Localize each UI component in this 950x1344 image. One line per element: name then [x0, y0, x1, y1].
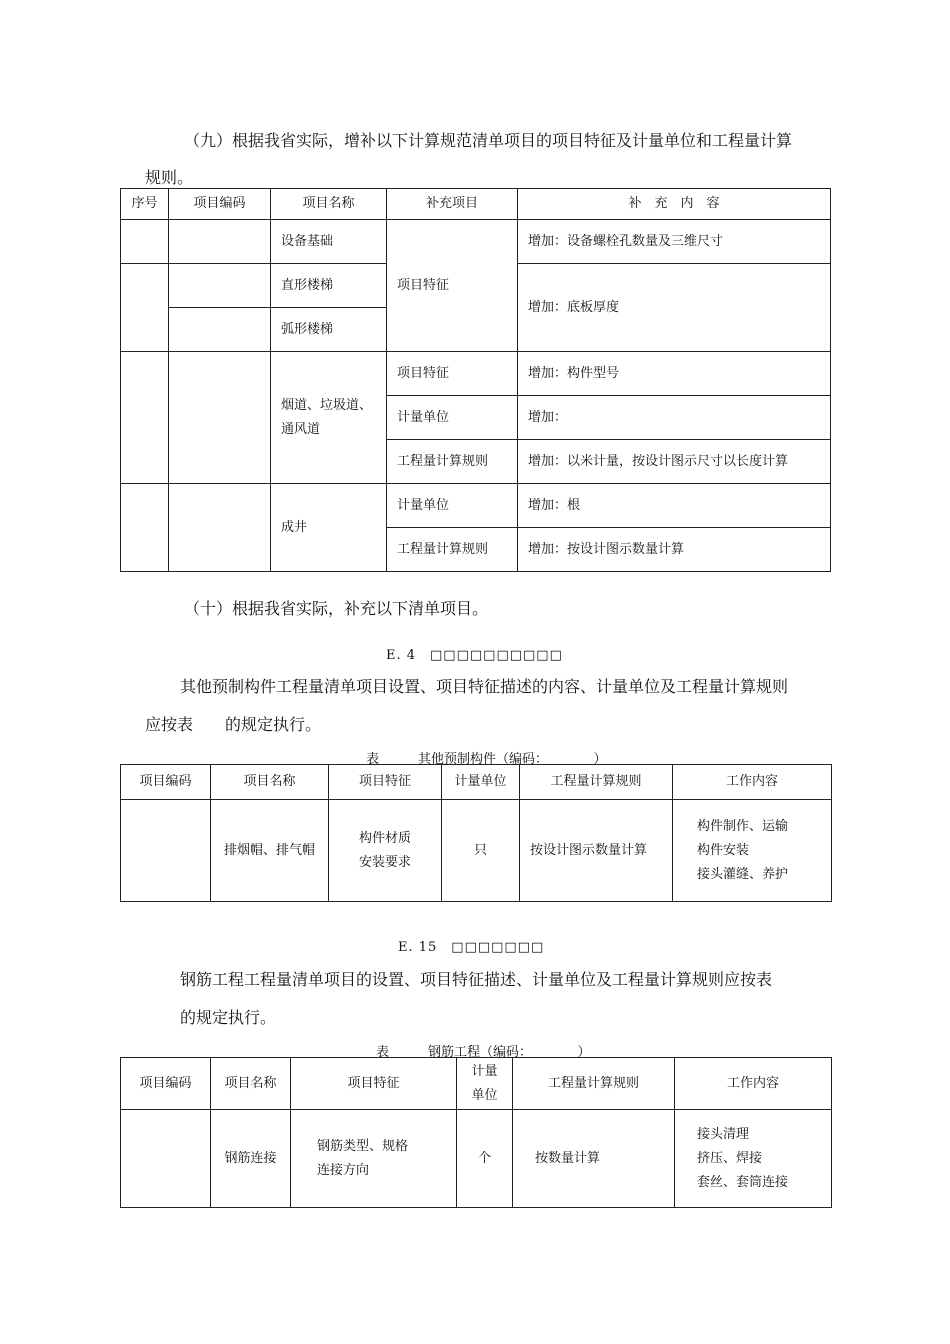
- table-row: [121, 800, 832, 902]
- code-cell: [169, 308, 271, 352]
- e15-table-caption: 表 钢筋工程（编码： ）: [376, 1045, 591, 1060]
- table-header-row: [121, 1058, 832, 1110]
- features-cell: [291, 1110, 457, 1208]
- code-cell: [169, 220, 271, 264]
- e15-table: [120, 1057, 832, 1208]
- feature-line: 钢筋类型、规格: [317, 1138, 409, 1154]
- content-cell: 增加：按设计图示数量计算: [518, 528, 831, 572]
- name-cell: 排烟帽、排气帽: [211, 800, 329, 902]
- work-line: 挤压、焊接: [697, 1150, 763, 1166]
- feature-line: 构件材质: [358, 830, 411, 846]
- type-cell: 项目特征: [387, 220, 518, 352]
- header-cell: 补 充 内 容: [518, 189, 831, 220]
- header-cell: 项目名称: [211, 765, 329, 800]
- header-cell: 项目特征: [329, 765, 442, 800]
- unit-cell: 只: [442, 800, 520, 902]
- header-cell: 序号: [121, 189, 169, 220]
- content-cell: 增加：设备螺栓孔数量及三维尺寸: [518, 220, 831, 264]
- seq-cell: [121, 352, 169, 484]
- header-cell: 计量单位: [442, 765, 520, 800]
- content-cell: 增加：: [518, 396, 831, 440]
- name-cell: 烟道、垃圾道、通风道: [271, 352, 387, 484]
- e15-para-line1: 钢筋工程工程量清单项目的设置、项目特征描述、计量单位及工程量计算规则应按表: [180, 970, 773, 989]
- feature-line: 安装要求: [358, 854, 411, 870]
- work-line: 构件制作、运输: [697, 818, 789, 834]
- content-cell: 增加：根: [518, 484, 831, 528]
- work-line: 构件安装: [697, 842, 750, 858]
- e15-heading: E. 15 □□□□□□□: [398, 940, 545, 955]
- header-cell: 项目编码: [121, 765, 211, 800]
- e4-table: [120, 764, 832, 902]
- name-cell: 设备基础: [271, 220, 387, 264]
- section9-line1: （九）根据我省实际，增补以下计算规范清单项目的项目特征及计量单位和工程量计算: [184, 131, 793, 150]
- header-cell: 项目编码: [121, 1058, 211, 1110]
- e4-heading: E. 4 □□□□□□□□□□: [386, 648, 563, 663]
- seq-cell: [121, 220, 169, 264]
- code-cell: [169, 264, 271, 308]
- type-cell: 工程量计算规则: [387, 528, 518, 572]
- code-cell: [121, 800, 211, 902]
- code-cell: [169, 484, 271, 572]
- work-line: 接头灌缝、养护: [697, 866, 789, 882]
- name-cell: 成井: [271, 484, 387, 572]
- name-cell: 弧形楼梯: [271, 308, 387, 352]
- header-cell: 项目编码: [169, 189, 271, 220]
- seq-cell: [121, 264, 169, 352]
- features-cell: [329, 800, 442, 902]
- table-row: [121, 484, 831, 528]
- rule-cell: 按设计图示数量计算: [520, 800, 673, 902]
- table-row: [121, 1110, 832, 1208]
- content-cell: 增加：底板厚度: [518, 264, 831, 352]
- work-line: 套丝、套筒连接: [697, 1174, 789, 1190]
- e4-para-line1: 其他预制构件工程量清单项目设置、项目特征描述的内容、计量单位及工程量计算规则: [180, 677, 789, 696]
- content-cell: 增加：以米计量，按设计图示尺寸以长度计算: [518, 440, 831, 484]
- header-cell: 工程量计算规则: [520, 765, 673, 800]
- section9-line2: 规则。: [145, 168, 194, 187]
- name-cell: 直形楼梯: [271, 264, 387, 308]
- code-cell: [169, 352, 271, 484]
- work-cell: [673, 800, 832, 902]
- type-cell: 计量单位: [387, 484, 518, 528]
- unit-cell: 个: [457, 1110, 513, 1208]
- seq-cell: [121, 484, 169, 572]
- name-cell: 钢筋连接: [211, 1110, 291, 1208]
- header-cell: 项目名称: [271, 189, 387, 220]
- header-cell: 工作内容: [675, 1058, 832, 1110]
- table-row: [121, 352, 831, 396]
- header-cell: 补充项目: [387, 189, 518, 220]
- type-cell: 工程量计算规则: [387, 440, 518, 484]
- table-header-row: [121, 765, 832, 800]
- table-header-row: [121, 189, 831, 220]
- header-cell: 项目名称: [211, 1058, 291, 1110]
- type-cell: 计量单位: [387, 396, 518, 440]
- e4-table-caption: 表 其他预制构件（编码： ）: [366, 752, 607, 767]
- e15-para-line2: 的规定执行。: [180, 1008, 277, 1027]
- table-row: [121, 220, 831, 264]
- header-cell: 工作内容: [673, 765, 832, 800]
- header-cell: 工程量计算规则: [513, 1058, 675, 1110]
- type-cell: 项目特征: [387, 352, 518, 396]
- content-cell: 增加：构件型号: [518, 352, 831, 396]
- header-cell: 计量单位: [457, 1058, 513, 1110]
- code-cell: [121, 1110, 211, 1208]
- work-cell: [675, 1110, 832, 1208]
- feature-line: 连接方向: [317, 1162, 370, 1178]
- supplement-table: [120, 188, 831, 572]
- header-cell: 项目特征: [291, 1058, 457, 1110]
- e4-para-line2: 应按表 的规定执行。: [145, 715, 322, 734]
- work-line: 接头清理: [697, 1126, 750, 1142]
- rule-cell: 按数量计算: [513, 1110, 675, 1208]
- section10-line: （十）根据我省实际，补充以下清单项目。: [184, 599, 489, 618]
